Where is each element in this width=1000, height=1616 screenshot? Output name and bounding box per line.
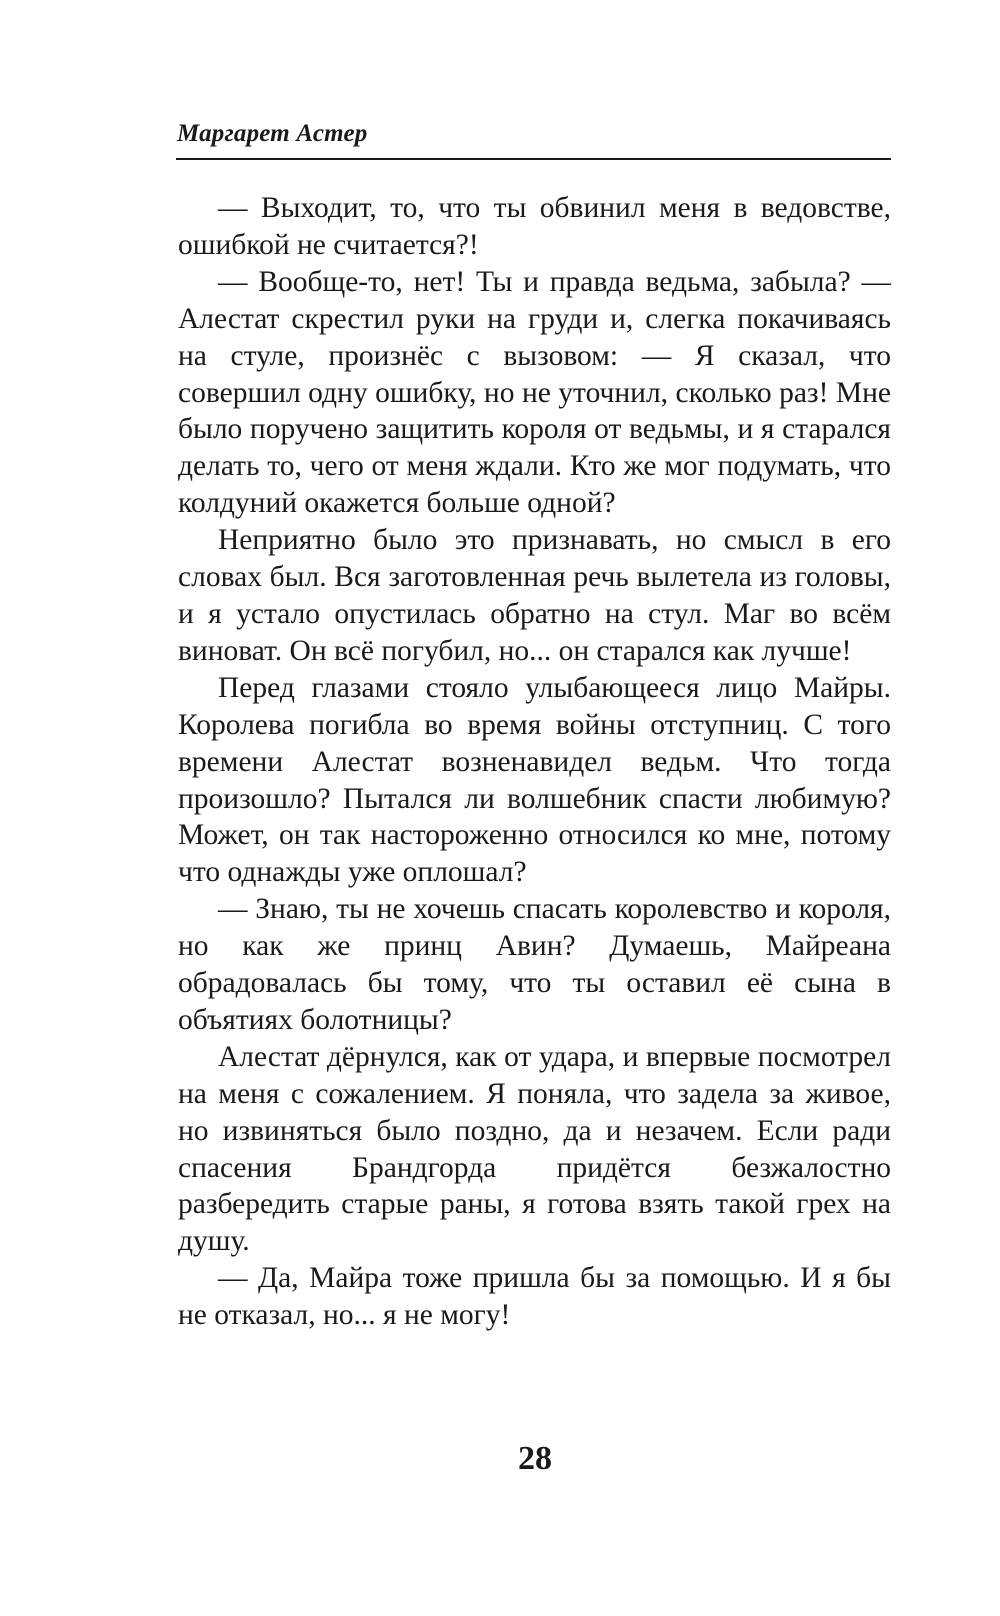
header-rule xyxy=(176,158,891,160)
paragraph: — Да, Майра тоже пришла бы за помощью. И я бы не отказал, но... я не могу! xyxy=(178,1262,891,1332)
paragraph: Неприятно было это признавать, но смысл в его словах был. Вся заготовленная речь вылетела из головы, и я устало опустилась обратно на стул. Маг во всём виноват. Он всё погубил, но... он старался как лучше! xyxy=(178,524,891,667)
body-text xyxy=(178,190,891,1334)
running-head-author: Маргарет Астер xyxy=(177,120,368,147)
paragraph: Алестат дёрнулся, как от удара, и впервые посмотрел на меня с сожалением. Я поняла, что задела за живое, но извиняться было поздно, да и незачем. Если ради спасения Брандгорда придётся безжалостно разбередить старые раны, я готова взять такой грех на душу. xyxy=(178,1040,891,1258)
paragraph: — Выходит, то, что ты обвинил меня в ведовстве, ошибкой не считается?! xyxy=(178,192,891,261)
paragraph: Перед глазами стояло улыбающееся лицо Майры. Королева погибла во время войны отступниц. С того времени Алестат возненавидел ведьм. Что тогда произошло? Пытался ли волшебник спасти любимую? Может, он так настороженно относился ко мне, потому что однажды уже оплошал? xyxy=(178,671,891,889)
paragraph: — Знаю, ты не хочешь спасать королевство и короля, но как же принц Авин? Думаешь, Майреана обрадовалась бы тому, что ты оставил её сына в объятиях болотницы? xyxy=(178,893,891,1036)
page-number: 28 xyxy=(518,1440,552,1477)
paragraph: — Вообще-то, нет! Ты и правда ведьма, забыла? — Алестат скрестил руки на груди и, слегка покачиваясь на стуле, произнёс с вызовом: — Я сказал, что совершил одну ошибку, но не уточнил, сколько раз! Мне было поручено защитить короля от ведьмы, и я старался делать то, чего от меня ждали. Кто же мог подумать, что колдуний окажется больше одной? xyxy=(178,265,891,520)
